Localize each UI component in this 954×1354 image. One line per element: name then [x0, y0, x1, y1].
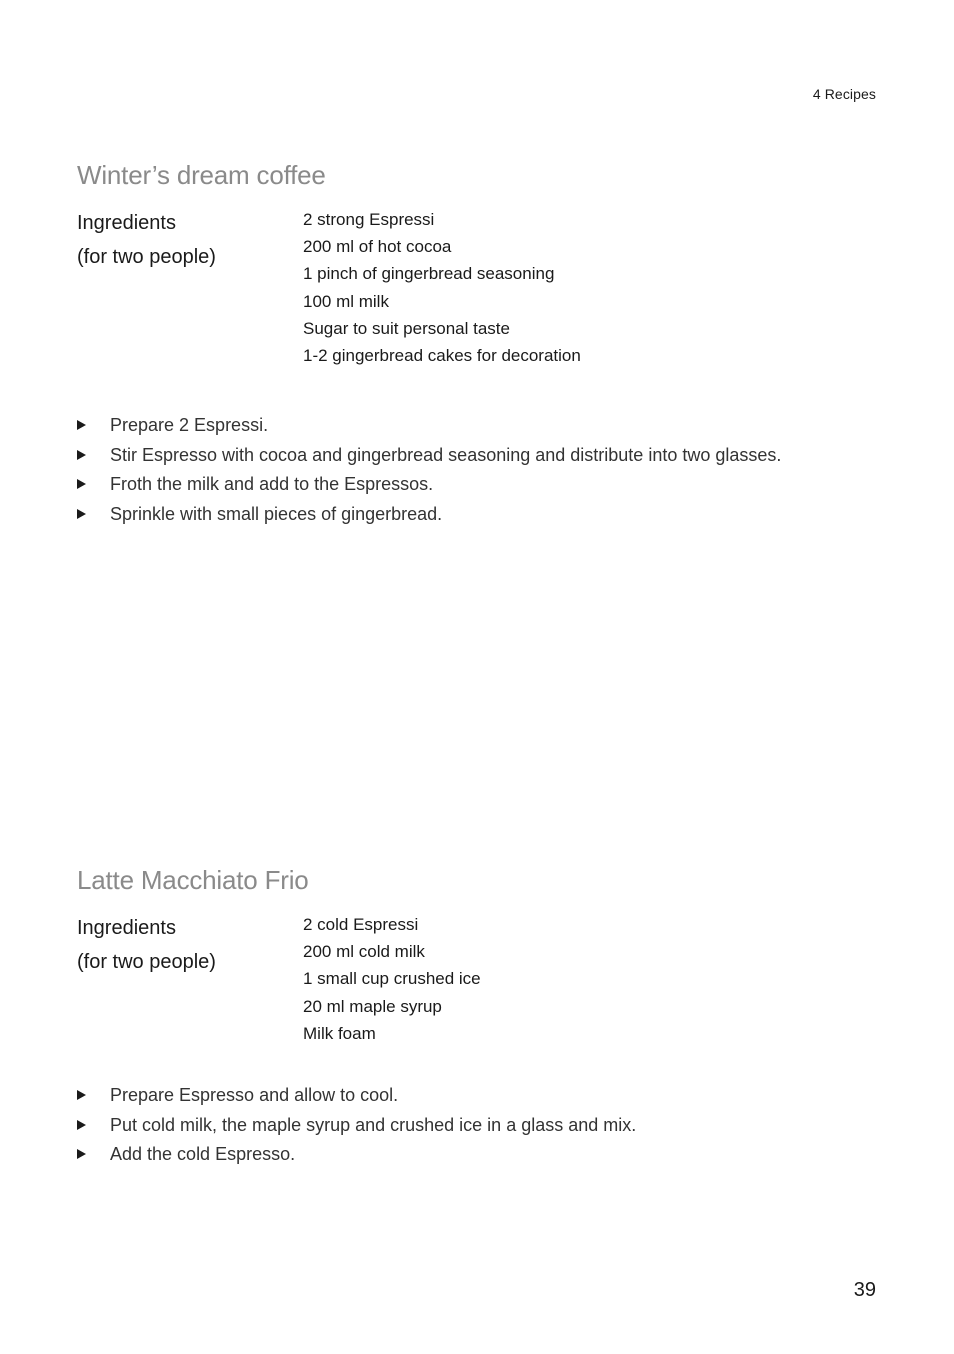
ingredients-label [77, 911, 297, 979]
step-text: Sprinkle with small pieces of gingerbread. [110, 504, 443, 524]
step-item [77, 441, 877, 471]
ingredients-label-line2: (for two people) [77, 951, 216, 973]
triangle-right-icon [77, 509, 86, 519]
step-text: Add the cold Espresso. [110, 1144, 296, 1165]
section-header: 4 Recipes [812, 86, 876, 102]
ingredients-label-line1: Ingredients [77, 917, 176, 939]
recipe-title: Winter’s dream coffee [77, 160, 326, 190]
ingredients-label-line1: Ingredients [77, 212, 176, 234]
ingredients-list [303, 206, 877, 369]
ingredients-label-line2: (for two people) [77, 246, 216, 268]
step-text: Prepare 2 Espressi. [110, 415, 269, 436]
ingredients-block [77, 206, 877, 369]
ingredients-label [77, 206, 297, 274]
triangle-right-icon [77, 420, 86, 430]
steps-list [77, 1081, 877, 1170]
step-text: Stir Espresso with cocoa and gingerbread seasoning and distribute into two glasses. [110, 444, 782, 465]
step-text: Put cold milk, the maple syrup and crushed ice in a glass and mix. [110, 1114, 637, 1135]
triangle-right-icon [77, 1090, 86, 1100]
ingredient-item: 1-2 gingerbread cakes for decoration [303, 346, 581, 366]
ingredient-item: 2 cold Espressi [303, 915, 419, 934]
step-text: Froth the milk and add to the Espressos. [110, 474, 434, 495]
ingredients-block [77, 911, 877, 1047]
ingredient-item: 1 small cup crushed ice [303, 969, 481, 989]
page-number: 39 [853, 1279, 876, 1301]
ingredient-item: 200 ml cold milk [303, 942, 425, 962]
triangle-right-icon [77, 479, 86, 489]
ingredient-item: 20 ml maple syrup [303, 996, 442, 1016]
triangle-right-icon [77, 1120, 86, 1130]
step-item [77, 1081, 877, 1111]
step-item [77, 470, 877, 500]
triangle-right-icon [77, 1149, 86, 1159]
step-item [77, 500, 877, 530]
ingredient-item: Milk foam [303, 1023, 376, 1043]
step-text: Prepare Espresso and allow to cool. [110, 1085, 399, 1106]
ingredient-item: 200 ml of hot cocoa [303, 237, 452, 257]
recipe-title: Latte Macchiato Frio [77, 865, 309, 895]
ingredient-item: Sugar to suit personal taste [303, 318, 510, 338]
ingredient-item: 2 strong Espressi [303, 210, 435, 229]
ingredient-item: 1 pinch of gingerbread seasoning [303, 264, 555, 284]
triangle-right-icon [77, 450, 86, 460]
step-item [77, 1111, 877, 1141]
recipe-winters-dream-coffee [77, 158, 877, 530]
step-item [77, 411, 877, 441]
step-item [77, 1140, 877, 1170]
ingredient-item: 100 ml milk [303, 291, 389, 311]
recipe-latte-macchiato-frio [77, 863, 877, 1170]
steps-list [77, 411, 877, 529]
ingredients-list [303, 911, 877, 1047]
